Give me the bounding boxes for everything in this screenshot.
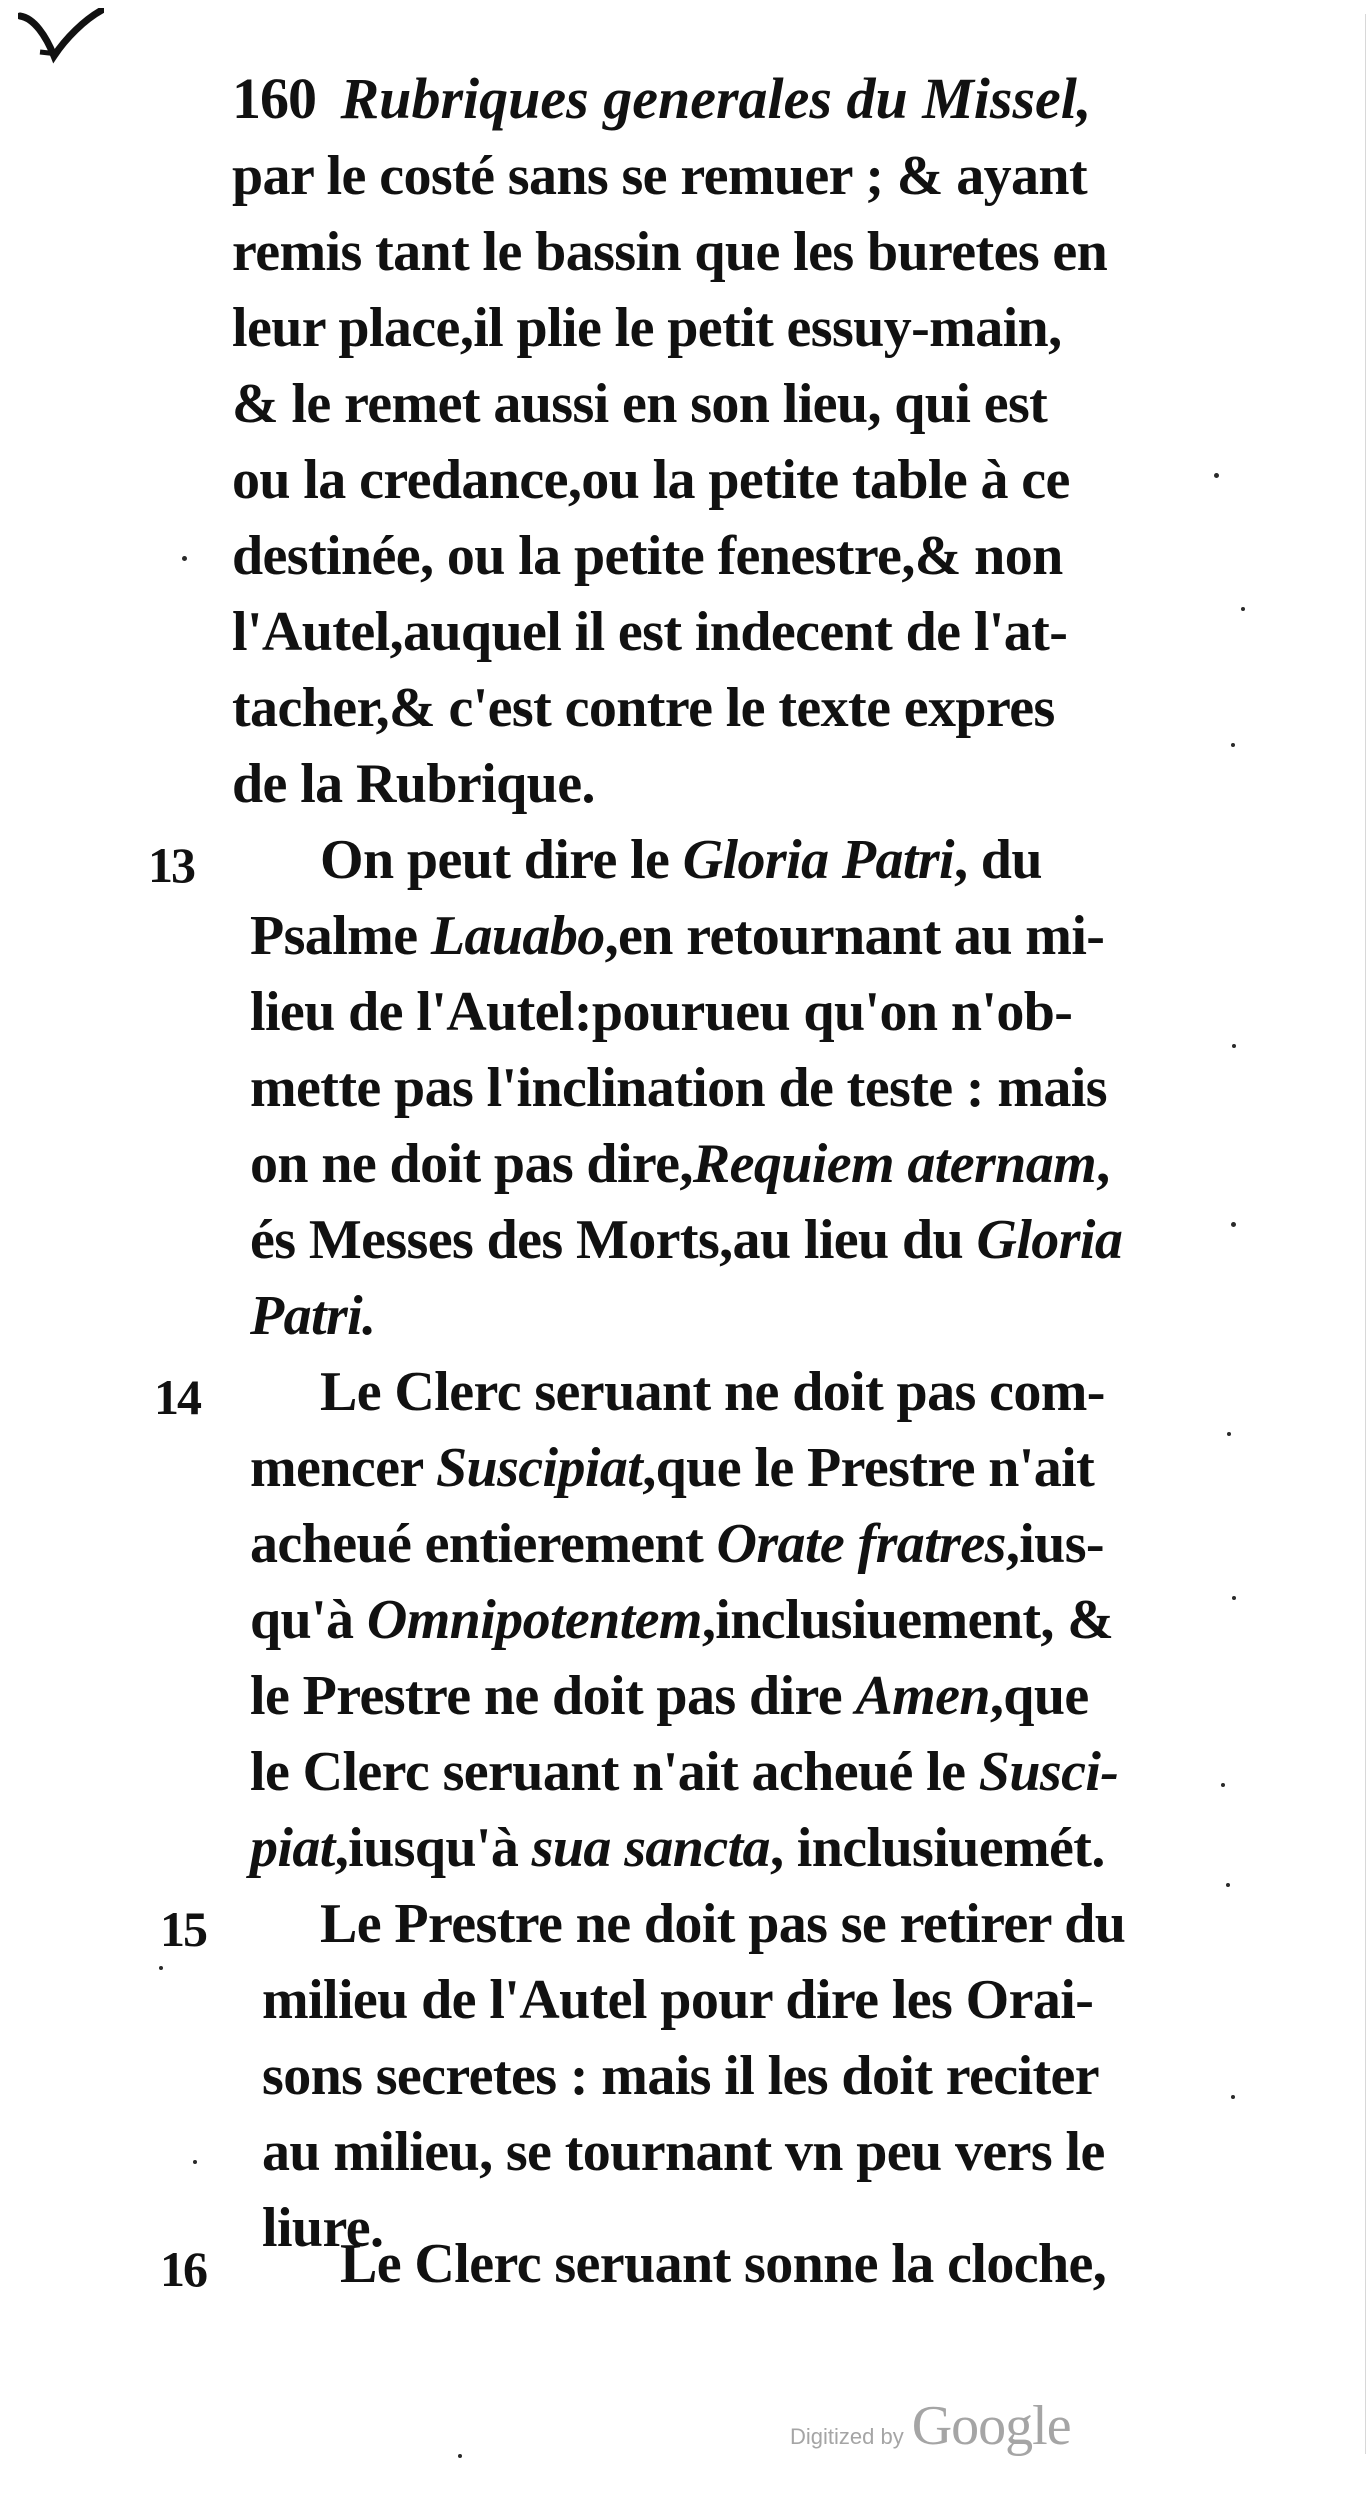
margin-number: 13 — [148, 837, 194, 893]
latin-phrase: Requiem aternam — [692, 1133, 1097, 1195]
text-fragment: on ne doit pas dire, — [250, 1133, 693, 1195]
text-line — [250, 1665, 1089, 1727]
scan-speck — [1232, 1044, 1236, 1048]
text-fragment: le Prestre ne doit pas dire — [250, 1665, 856, 1727]
text-fragment: ,que — [989, 1665, 1089, 1727]
text-line — [250, 1741, 1119, 1803]
margin-number: 15 — [160, 1901, 206, 1957]
text-fragment: ,en retournant au mi- — [604, 905, 1105, 967]
latin-phrase: Orate fratres — [716, 1513, 1006, 1575]
scan-speck — [1231, 2095, 1235, 2099]
text-line: remis tant le bassin que les buretes en — [232, 221, 1108, 283]
text-line: au milieu, se tournant vn peu vers le — [262, 2121, 1105, 2183]
text-line — [250, 1589, 1114, 1651]
latin-phrase: Omnipotentem — [366, 1589, 702, 1651]
scan-speck — [1226, 1883, 1230, 1887]
text-line: mette pas l'inclination de teste : mais — [250, 1057, 1107, 1119]
text-fragment: On peut dire le — [320, 829, 683, 891]
text-line: par le costé sans se remuer ; & ayant — [232, 145, 1088, 207]
google-logo-text: Google — [911, 2395, 1071, 2457]
margin-number: 16 — [160, 2241, 206, 2297]
latin-phrase: Amen — [855, 1665, 990, 1727]
text-line: tacher,& c'est contre le texte expres — [232, 677, 1055, 739]
scan-speck — [1227, 1432, 1231, 1436]
text-line: l'Autel,auquel il est indecent de l'at- — [232, 601, 1068, 663]
latin-phrase: piat — [250, 1817, 335, 1879]
text-line: Patri. — [250, 1285, 376, 1347]
text-fragment: és Messes des Morts,au lieu du — [250, 1209, 977, 1271]
text-line — [250, 1133, 1110, 1195]
page-number: 160 — [232, 66, 316, 131]
text-line: Le Prestre ne doit pas se retirer du — [320, 1893, 1126, 1955]
latin-phrase: Lauabo — [430, 905, 605, 967]
text-line — [250, 1209, 1123, 1271]
scan-speck — [159, 1966, 163, 1970]
text-line: Le Clerc seruant sonne la cloche, — [340, 2233, 1107, 2295]
text-fragment: , — [1096, 1133, 1110, 1195]
text-fragment: ,ius- — [1005, 1513, 1104, 1575]
text-line: & le remet aussi en son lieu, qui est — [232, 373, 1048, 435]
watermark-prefix: Digitized by — [790, 2424, 904, 2449]
scan-speck — [1241, 607, 1245, 611]
text-line — [320, 829, 1042, 891]
text-fragment: ,inclusiuement, & — [701, 1589, 1114, 1651]
scan-speck — [1231, 1222, 1236, 1227]
scan-speck — [193, 2160, 197, 2164]
latin-phrase: Susci- — [978, 1741, 1119, 1803]
text-fragment: acheué entierement — [250, 1513, 717, 1575]
scan-speck — [1221, 1783, 1225, 1787]
text-line — [250, 1513, 1104, 1575]
text-line — [250, 1437, 1095, 1499]
text-fragment: , du — [954, 829, 1042, 891]
text-fragment: le Clerc seruant n'ait acheué le — [250, 1741, 979, 1803]
digitized-by-google-watermark — [790, 2395, 1071, 2457]
text-line — [250, 905, 1105, 967]
text-line: destinée, ou la petite fenestre,& non — [232, 525, 1063, 587]
text-line: sons secretes : mais il les doit reciter — [262, 2045, 1100, 2107]
text-fragment: , inclusiuemét. — [769, 1817, 1105, 1879]
text-line: milieu de l'Autel pour dire les Orai- — [262, 1969, 1094, 2031]
latin-phrase: sua sancta — [531, 1817, 770, 1879]
text-line: ou la credance,ou la petite table à ce — [232, 449, 1070, 511]
latin-phrase: Suscipiat — [436, 1437, 643, 1499]
scan-speck — [1231, 743, 1235, 747]
text-line: liure. — [262, 2197, 384, 2259]
running-header — [232, 66, 1092, 131]
scan-speck — [458, 2454, 462, 2458]
text-line: de la Rubrique. — [232, 753, 595, 815]
scan-speck — [1232, 1596, 1236, 1600]
text-line — [250, 1817, 1105, 1879]
margin-number: 14 — [154, 1369, 200, 1425]
text-fragment: qu'à — [250, 1589, 367, 1651]
text-line: Le Clerc seruant ne doit pas com- — [320, 1361, 1105, 1423]
scan-speck — [1214, 473, 1219, 478]
text-line: leur place,il plie le petit essuy-main, — [232, 297, 1062, 359]
running-header-title: Rubriques generales du Missel, — [340, 66, 1092, 131]
text-fragment: ,iusqu'à — [334, 1817, 532, 1879]
scan-speck — [182, 556, 187, 561]
text-fragment: ,que le Prestre n'ait — [642, 1437, 1095, 1499]
latin-phrase: Gloria — [976, 1209, 1123, 1271]
text-fragment: Psalme — [250, 905, 431, 967]
text-fragment: mencer — [250, 1437, 437, 1499]
corner-binding-mark — [18, 8, 104, 68]
text-line: lieu de l'Autel:pourueu qu'on n'ob- — [250, 981, 1073, 1043]
latin-phrase: Gloria Patri — [682, 829, 954, 891]
